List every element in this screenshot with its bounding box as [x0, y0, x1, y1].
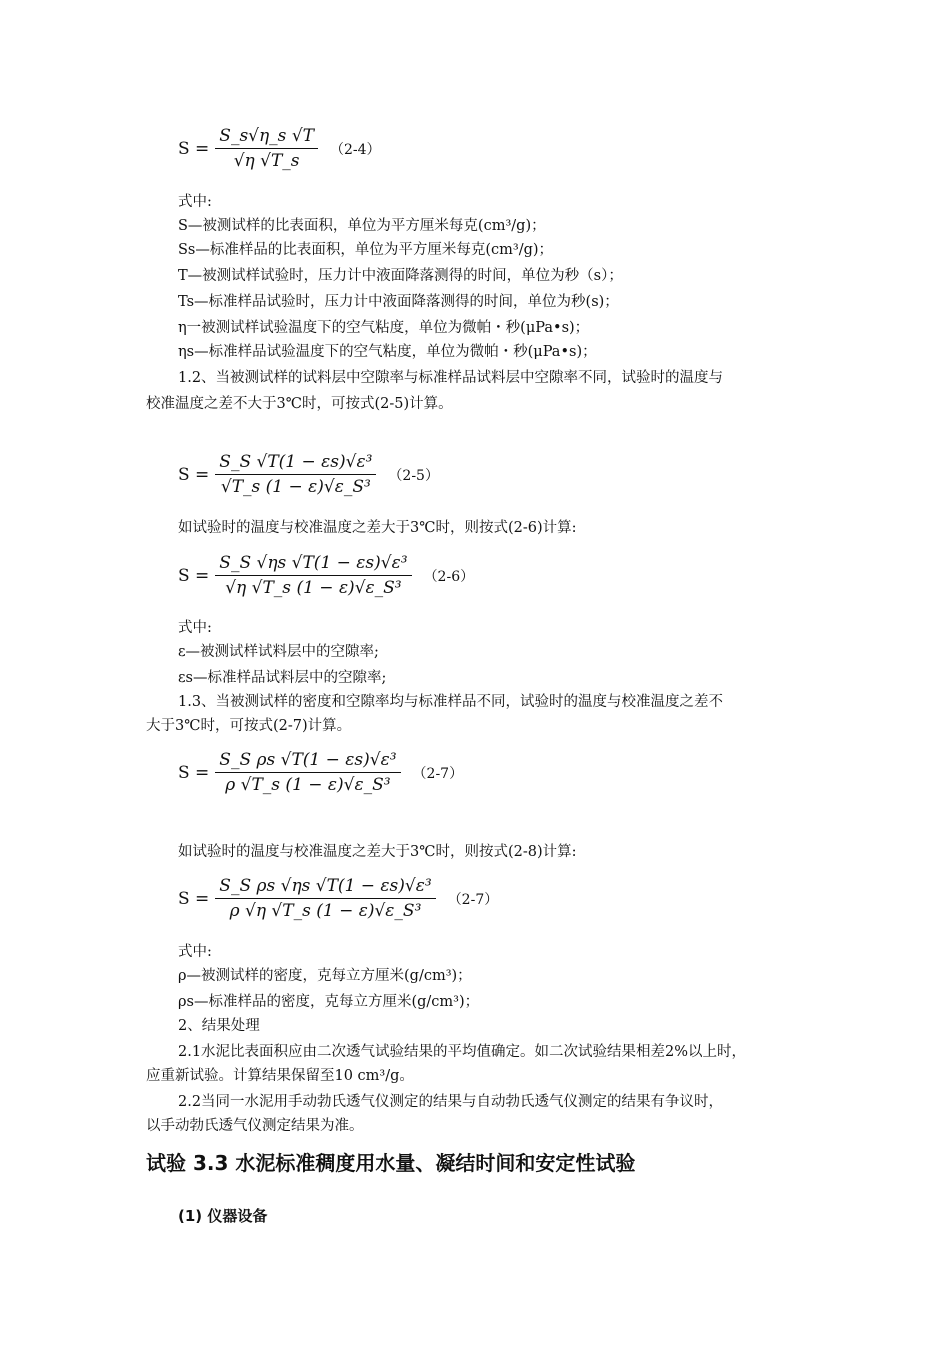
definition-line: T—被测试样试验时，压力计中液面降落测得的时间，单位为秒（s）； [178, 268, 623, 284]
fraction-denominator: ρ √η √T_s (1 − ε)√ε_S³ [229, 901, 422, 921]
definition-line: εs—标准样品试料层中的空隙率; [178, 670, 387, 686]
fraction-numerator: S_S ρs √T(1 − εs)√ε³ [215, 750, 400, 773]
paragraph-line: 校准温度之差不大于3℃时，可按式(2-5)计算。 [146, 396, 453, 412]
paragraph-line: 应重新试验。计算结果保留至10 cm³/g。 [146, 1068, 414, 1084]
definition-line: ρs—标准样品的密度，克每立方厘米(g/cm³)； [178, 994, 480, 1010]
equation-number: （2-5） [388, 467, 439, 484]
paragraph-line: 大于3℃时，可按式(2-7)计算。 [146, 718, 352, 734]
fraction-denominator: √η √T_s (1 − ε)√ε_S³ [225, 578, 402, 598]
formula-lhs: S = [178, 888, 210, 909]
definition-line: ηs—标准样品试验温度下的空气粘度，单位为微帕・秒(μPa•s)； [178, 344, 597, 360]
paragraph-line: 1.3、当被测试样的密度和空隙率均与标准样品不同，试验时的温度与校准温度之差不 [178, 694, 724, 710]
fraction [215, 452, 376, 497]
paragraph-line: 2.1水泥比表面积应由二次透气试验结果的平均值确定。如二次试验结果相差2%以上时， [178, 1044, 747, 1060]
definition-line: η一被测试样试验温度下的空气粘度，单位为微帕・秒(μPa•s)； [178, 320, 590, 336]
fraction-numerator: S_S ρs √ηs √T(1 − εs)√ε³ [215, 876, 435, 899]
formula-2-5 [178, 452, 439, 497]
definition-line: S—被测试样的比表面积，单位为平方厘米每克(cm³/g)； [178, 218, 546, 234]
section-label: 2、结果处理 [178, 1018, 260, 1034]
equation-number: （2-4） [329, 141, 381, 158]
formula-2-4 [178, 126, 381, 171]
where-label: 式中: [178, 620, 212, 636]
formula-2-7 [178, 750, 463, 795]
equation-number: （2-7） [412, 765, 464, 782]
fraction-denominator: √η √T_s [233, 151, 300, 171]
fraction-numerator: S_S √T(1 − εs)√ε³ [215, 452, 376, 475]
paragraph-line: 如试验时的温度与校准温度之差大于3℃时，则按式(2-6)计算: [178, 520, 577, 536]
formula-lhs: S = [178, 762, 210, 783]
formula-2-6 [178, 553, 474, 598]
equation-number: （2-7） [447, 891, 499, 908]
where-label: 式中: [178, 944, 212, 960]
fraction-denominator: √T_s (1 − ε)√ε_S³ [220, 477, 371, 497]
fraction-numerator: S_S √ηs √T(1 − εs)√ε³ [215, 553, 411, 576]
formula-lhs: S = [178, 565, 210, 586]
formula-lhs: S = [178, 464, 210, 485]
fraction [215, 876, 435, 921]
formula-lhs: S = [178, 138, 210, 159]
definition-line: Ts—标准样品试验时，压力计中液面降落测得的时间，单位为秒(s)； [178, 294, 619, 310]
definition-line: ρ—被测试样的密度，克每立方厘米(g/cm³)； [178, 968, 472, 984]
paragraph-line: 以手动勃氏透气仪测定结果为准。 [146, 1118, 364, 1134]
fraction-numerator: S_s√η_s √T [215, 126, 318, 149]
definition-line: Ss—标准样品的比表面积，单位为平方厘米每克(cm³/g)； [178, 242, 554, 258]
definition-line: ε—被测试样试料层中的空隙率; [178, 644, 379, 660]
subsection-heading: (1) 仪器设备 [178, 1207, 268, 1225]
equation-number: （2-6） [423, 568, 475, 585]
fraction [215, 750, 400, 795]
paragraph-line: 2.2当同一水泥用手动勃氏透气仪测定的结果与自动勃氏透气仪测定的结果有争议时， [178, 1094, 724, 1110]
fraction [215, 126, 318, 171]
paragraph-line: 1.2、当被测试样的试料层中空隙率与标准样品试料层中空隙率不同，试验时的温度与 [178, 370, 724, 386]
formula-2-7b [178, 876, 498, 921]
paragraph-line: 如试验时的温度与校准温度之差大于3℃时，则按式(2-8)计算: [178, 844, 577, 860]
where-label: 式中: [178, 194, 212, 210]
fraction [215, 553, 411, 598]
section-heading: 试验 3.3 水泥标准稠度用水量、凝结时间和安定性试验 [146, 1151, 636, 1175]
fraction-denominator: ρ √T_s (1 − ε)√ε_S³ [225, 775, 391, 795]
